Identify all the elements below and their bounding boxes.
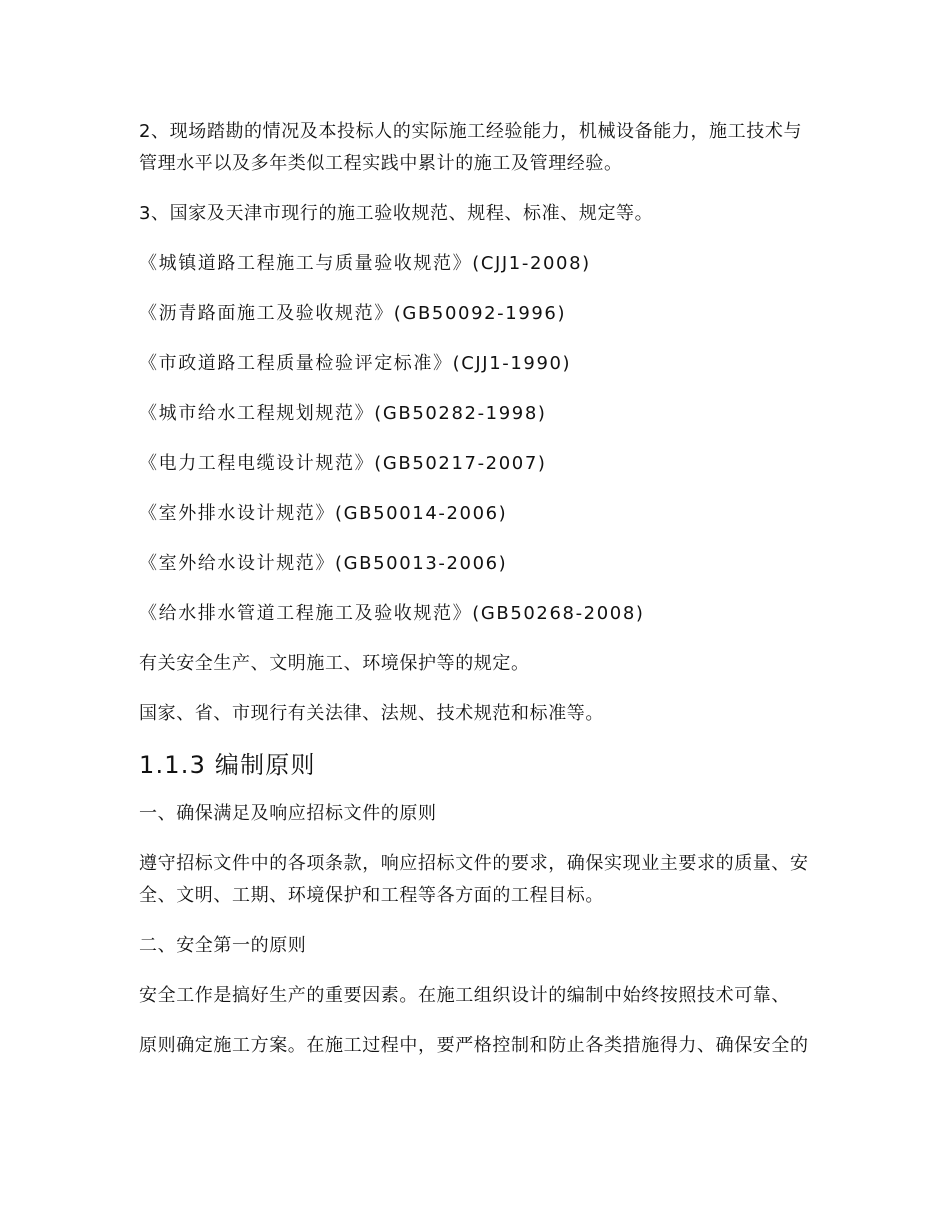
document-body [139, 116, 819, 1062]
standard-item: 《沥青路面施工及验收规范》(GB50092-1996) [139, 303, 567, 324]
standard-item: 《市政道路工程质量检验评定标准》(CJJ1-1990) [139, 353, 572, 374]
standard-item: 《电力工程电缆设计规范》(GB50217-2007) [139, 453, 547, 474]
standard-item: 《给水排水管道工程施工及验收规范》(GB50268-2008) [139, 603, 645, 624]
principle-two-title: 二、安全第一的原则 [139, 935, 307, 956]
principle-two-body: 安全工作是搞好生产的重要因素。在施工组织设计的编制中始终按照技术可靠、 [139, 985, 790, 1006]
standard-item: 《城市给水工程规划规范》(GB50282-1998) [139, 403, 547, 424]
paragraph-national-standards: 3、国家及天津市现行的施工验收规范、规程、标准、规定等。 [139, 203, 654, 224]
principle-one-title: 一、确保满足及响应招标文件的原则 [139, 803, 437, 824]
paragraph-laws-regulations: 国家、省、市现行有关法律、法规、技术规范和标准等。 [139, 703, 604, 724]
standard-item: 《室外给水设计规范》(GB50013-2006) [139, 553, 508, 574]
paragraph-site-survey: 2、现场踏勘的情况及本投标人的实际施工经验能力，机械设备能力，施工技术与管理水平以及多年类似工程实践中累计的施工及管理经验。 [139, 121, 803, 174]
section-heading: 1.1.3 编制原则 [139, 751, 316, 779]
standard-item: 《室外排水设计规范》(GB50014-2006) [139, 503, 508, 524]
principle-two-body-continued: 原则确定施工方案。在施工过程中，要严格控制和防止各类措施得力、确保安全的 [139, 1035, 809, 1056]
principle-one-body: 遵守招标文件中的各项条款，响应招标文件的要求，确保实现业主要求的质量、安全、文明、工期、环境保护和工程等各方面的工程目标。 [139, 853, 809, 906]
paragraph-safety-regulations: 有关安全生产、文明施工、环境保护等的规定。 [139, 653, 530, 674]
standard-item: 《城镇道路工程施工与质量验收规范》(CJJ1-2008) [139, 253, 591, 274]
